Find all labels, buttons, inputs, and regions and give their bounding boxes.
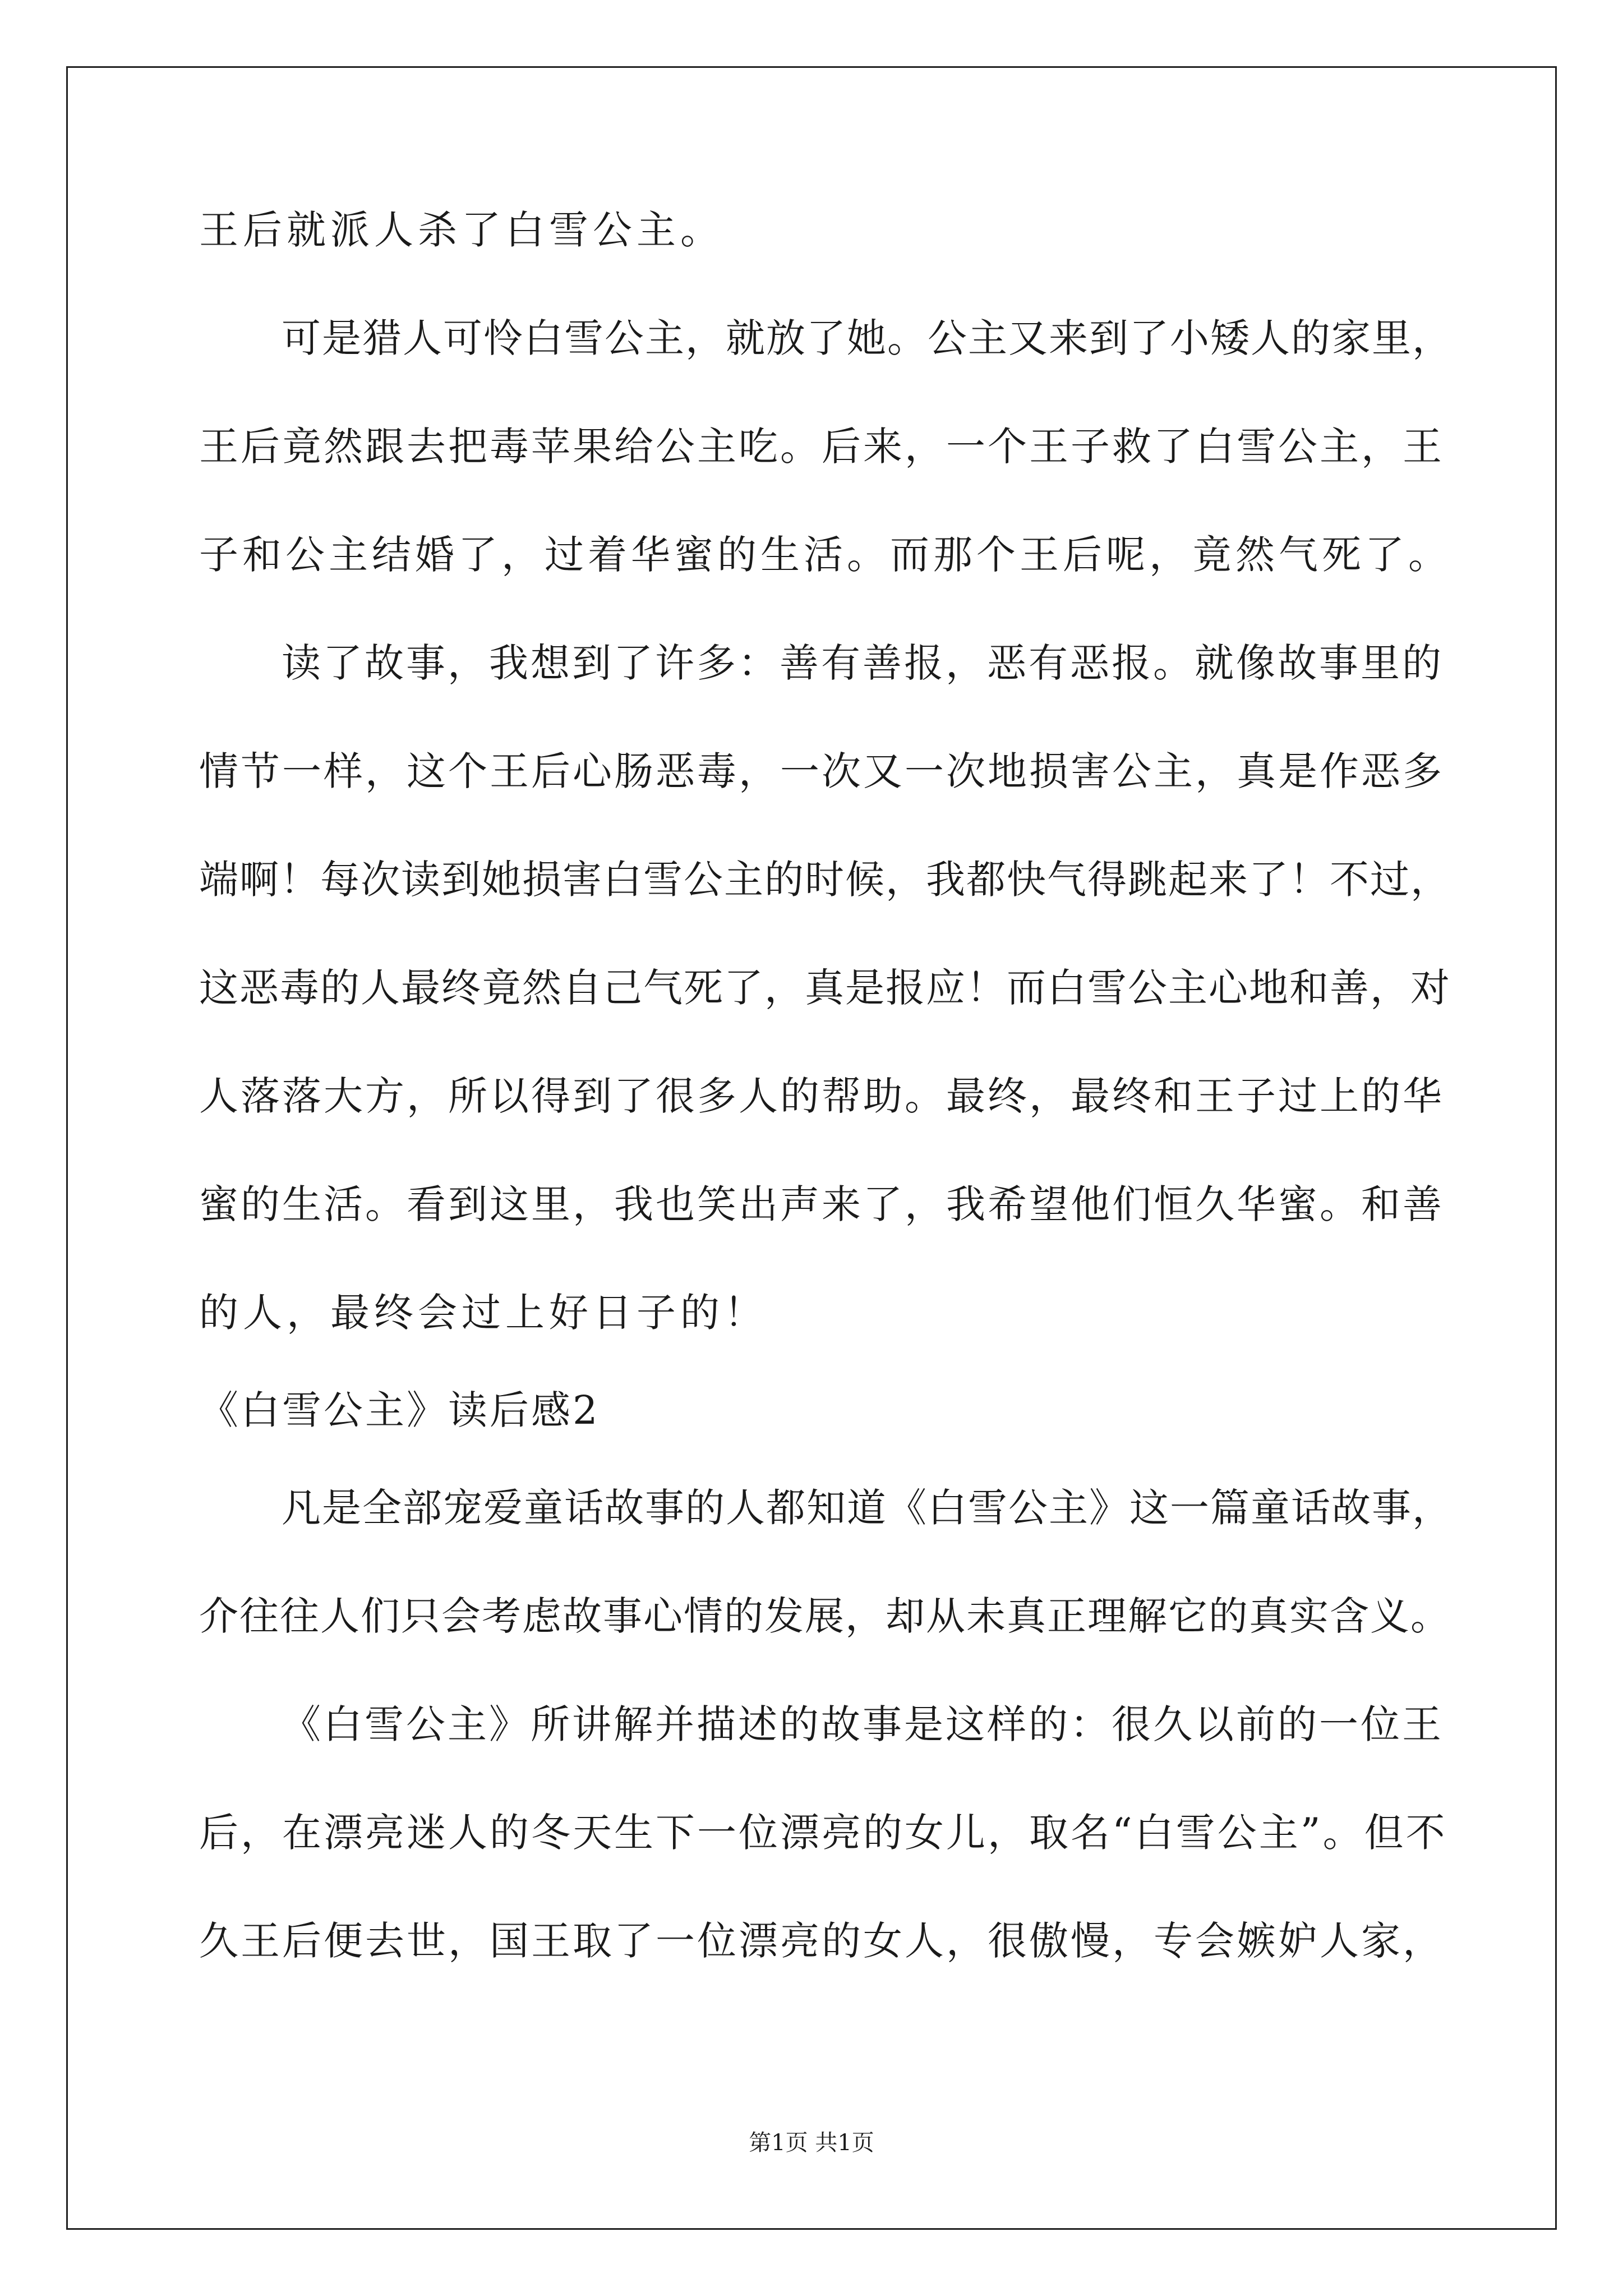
text-line: 久王后便去世，国王取了一位漂亮的女人，很傲慢，专会嫉妒人家，: [199, 1918, 1444, 1964]
text-line: 端啊！每次读到她损害白雪公主的时候，我都快气得跳起来了！不过，: [199, 857, 1451, 903]
text-line: 子和公主结婚了，过着华蜜的生活。而那个王后呢，竟然气死了。: [199, 532, 1451, 578]
text-line: 这恶毒的人最终竟然自己气死了，真是报应！而白雪公主心地和善，对: [199, 965, 1451, 1011]
text-line: 王后竟然跟去把毒苹果给公主吃。后来，一个王子救了白雪公主，王: [199, 424, 1444, 470]
text-line: 的人，最终会过上好日子的！: [199, 1290, 768, 1336]
paragraph-start-line: 凡是全部宠爱童话故事的人都知道《白雪公主》这一篇童话故事，: [282, 1485, 1453, 1531]
text-line: 介往往人们只会考虑故事心情的发展，却从未真正理解它的真实含义。: [199, 1593, 1451, 1639]
page-border: [66, 66, 1557, 2230]
text-line: 蜜的生活。看到这里，我也笑出声来了，我希望他们恒久华蜜。和善: [199, 1181, 1444, 1227]
section-heading: 《白雪公主》读后感2: [199, 1387, 600, 1433]
text-line: 人落落大方，所以得到了很多人的帮助。最终，最终和王子过上的华: [199, 1073, 1444, 1119]
paragraph-start-line: 可是猎人可怜白雪公主，就放了她。公主又来到了小矮人的家里，: [282, 315, 1453, 361]
text-line: 后，在漂亮迷人的冬天生下一位漂亮的女儿，取名“白雪公主”。但不: [199, 1810, 1447, 1856]
text-line: 王后就派人杀了白雪公主。: [199, 207, 724, 253]
page-footer: 第1页 共1页: [749, 2130, 874, 2156]
paragraph-start-line: 读了故事，我想到了许多：善有善报，恶有恶报。就像故事里的: [282, 640, 1444, 686]
text-line: 情节一样，这个王后心肠恶毒，一次又一次地损害公主，真是作恶多: [199, 748, 1444, 794]
paragraph-start-line: 《白雪公主》所讲解并描述的故事是这样的：很久以前的一位王: [282, 1701, 1444, 1747]
